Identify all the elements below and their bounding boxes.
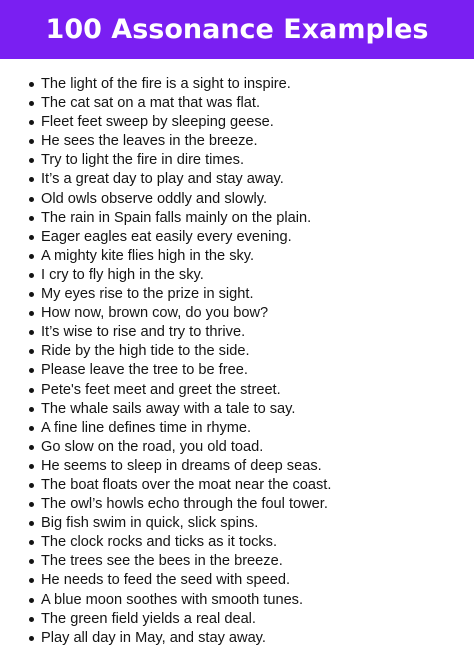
bullet-icon <box>29 273 34 278</box>
bullet-icon <box>29 445 34 450</box>
example-text: A mighty kite flies high in the sky. <box>41 247 255 264</box>
title-banner <box>0 0 474 59</box>
examples-list <box>0 75 474 648</box>
list-item <box>0 170 474 189</box>
list-item <box>0 495 474 514</box>
bullet-icon <box>29 330 34 335</box>
list-item <box>0 151 474 170</box>
example-text: Eager eagles eat easily every evening. <box>41 228 292 245</box>
example-text: Go slow on the road, you old toad. <box>41 438 264 455</box>
example-text: Pete's feet meet and greet the street. <box>41 381 281 398</box>
bullet-icon <box>29 502 34 507</box>
list-item <box>0 132 474 151</box>
bullet-icon <box>29 521 34 526</box>
example-text: Big fish swim in quick, slick spins. <box>41 515 259 532</box>
bullet-icon <box>29 578 34 583</box>
list-item <box>0 342 474 361</box>
example-text: Old owls observe oddly and slowly. <box>41 190 268 207</box>
list-item <box>0 304 474 323</box>
bullet-icon <box>29 540 34 545</box>
bullet-icon <box>29 388 34 393</box>
list-item <box>0 247 474 266</box>
example-text: Try to light the fire in dire times. <box>41 152 245 169</box>
list-item <box>0 533 474 552</box>
list-item <box>0 419 474 438</box>
list-item <box>0 457 474 476</box>
example-text: The owl’s howls echo through the foul tower. <box>41 496 328 513</box>
example-text: The rain in Spain falls mainly on the plain. <box>41 209 312 226</box>
bullet-icon <box>29 464 34 469</box>
example-text: The clock rocks and ticks as it tocks. <box>41 534 278 551</box>
example-text: I cry to fly high in the sky. <box>41 266 204 283</box>
example-text: My eyes rise to the prize in sight. <box>41 286 254 303</box>
list-item <box>0 381 474 400</box>
list-item <box>0 75 474 94</box>
example-text: He seems to sleep in dreams of deep seas. <box>41 457 322 474</box>
example-text: How now, brown cow, do you bow? <box>41 305 269 322</box>
bullet-icon <box>29 177 34 182</box>
bullet-icon <box>29 426 34 431</box>
example-text: He needs to feed the seed with speed. <box>41 572 291 589</box>
list-item <box>0 190 474 209</box>
list-item <box>0 228 474 247</box>
example-text: A blue moon soothes with smooth tunes. <box>41 591 304 608</box>
example-text: Please leave the tree to be free. <box>41 362 248 379</box>
list-item <box>0 285 474 304</box>
list-item <box>0 266 474 285</box>
bullet-icon <box>29 636 34 641</box>
example-text: Ride by the high tide to the side. <box>41 343 250 360</box>
example-text: A fine line defines time in rhyme. <box>41 419 252 436</box>
example-text: Fleet feet sweep by sleeping geese. <box>41 114 274 131</box>
bullet-icon <box>29 158 34 163</box>
example-text: It’s a great day to play and stay away. <box>41 171 284 188</box>
bullet-icon <box>29 617 34 622</box>
list-item <box>0 610 474 629</box>
example-text: The whale sails away with a tale to say. <box>41 400 296 417</box>
bullet-icon <box>29 216 34 221</box>
example-text: The boat floats over the moat near the coast. <box>41 476 332 493</box>
bullet-icon <box>29 349 34 354</box>
bullet-icon <box>29 197 34 202</box>
bullet-icon <box>29 407 34 412</box>
list-item <box>0 400 474 419</box>
bullet-icon <box>29 254 34 259</box>
example-text: The green field yields a real deal. <box>41 610 256 627</box>
bullet-icon <box>29 101 34 106</box>
list-item <box>0 113 474 132</box>
example-text: Play all day in May, and stay away. <box>41 629 266 646</box>
example-text: He sees the leaves in the breeze. <box>41 133 258 150</box>
bullet-icon <box>29 292 34 297</box>
bullet-icon <box>29 139 34 144</box>
bullet-icon <box>29 559 34 564</box>
list-item <box>0 323 474 342</box>
list-item <box>0 591 474 610</box>
bullet-icon <box>29 483 34 488</box>
bullet-icon <box>29 598 34 603</box>
list-item <box>0 361 474 380</box>
bullet-icon <box>29 311 34 316</box>
list-item <box>0 514 474 533</box>
bullet-icon <box>29 82 34 87</box>
list-item <box>0 94 474 113</box>
example-text: The trees see the bees in the breeze. <box>41 553 283 570</box>
example-text: The light of the fire is a sight to inspire. <box>41 76 291 92</box>
list-item <box>0 476 474 495</box>
list-item <box>0 571 474 590</box>
bullet-icon <box>29 120 34 125</box>
list-item <box>0 438 474 457</box>
list-item <box>0 629 474 648</box>
list-item <box>0 552 474 571</box>
list-item <box>0 209 474 228</box>
bullet-icon <box>29 235 34 240</box>
bullet-icon <box>29 368 34 373</box>
example-text: It’s wise to rise and try to thrive. <box>41 324 246 341</box>
example-text: The cat sat on a mat that was flat. <box>41 95 261 112</box>
page-title: 100 Assonance Examples <box>45 14 429 45</box>
